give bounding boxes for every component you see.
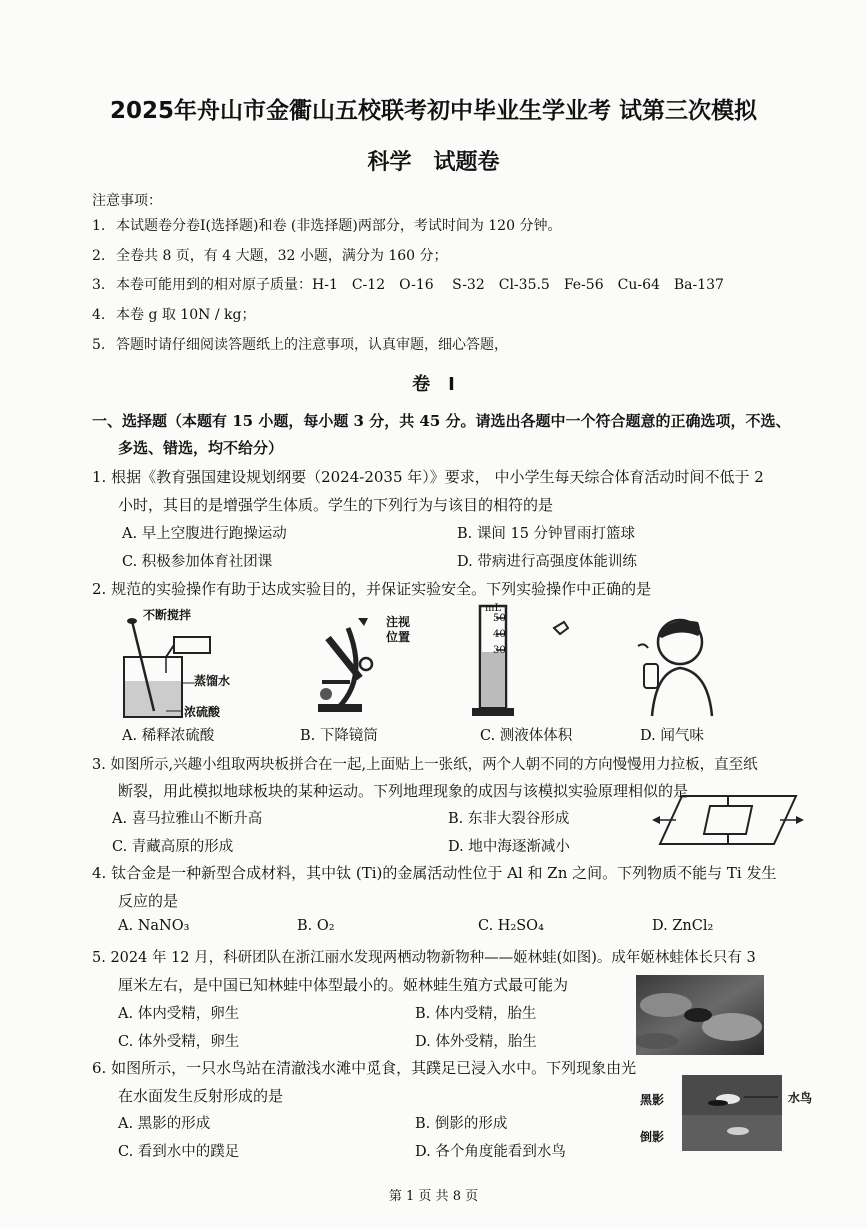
q3-option-d: D. 地中海逐渐减小: [448, 839, 570, 855]
notes-heading: 注意事项：: [92, 193, 162, 209]
q1-option-d: D. 带病进行高强度体能训练: [457, 554, 637, 570]
fig-c-unit: mL: [485, 603, 502, 614]
q5-option-c: C. 体外受精，卵生: [118, 1034, 240, 1050]
q2-option-a: A. 稀释浓硫酸: [122, 728, 215, 744]
note-item: 4. 本卷 g 取 10N / kg；: [92, 307, 256, 323]
q1-option-b: B. 课间 15 分钟冒雨打篮球: [457, 526, 636, 542]
fig-label-bird: 水鸟: [788, 1091, 813, 1105]
q6-option-d: D. 各个角度能看到水鸟: [415, 1144, 566, 1160]
section-instructions: 一、选择题（本题有 15 小题，每小题 3 分，共 45 分。请选出各题中一个符合题意的正确选项，不选、: [92, 412, 791, 430]
q6-option-c: C. 看到水中的蹼足: [118, 1144, 240, 1160]
exam-title: 2025年舟山市金衢山五校联考初中毕业生学业考 试第三次模拟: [109, 98, 758, 124]
fig-label-shadow: 黑影: [640, 1093, 665, 1107]
q6-option-b: B. 倒影的形成: [415, 1116, 508, 1132]
question-6-cont: 在水面发生反射形成的是: [118, 1087, 284, 1105]
question-5: 5. 2024 年 12 月，科研团队在浙江丽水发现两栖动物新物种——姬林蛙(如图)。成年姬林蛙体长只有 3: [92, 950, 756, 966]
q3-option-a: A. 喜马拉雅山不断升高: [112, 811, 263, 827]
figure-plate-model: [652, 792, 804, 848]
q2-option-b: B. 下降镜筒: [300, 728, 378, 744]
q4-option-a: A. NaNO₃: [118, 918, 190, 934]
question-1-cont: 小时，其目的是增强学生体质。学生的下列行为与该目的相符的是: [118, 496, 554, 514]
exam-subtitle: 科学 试题卷: [367, 150, 500, 175]
note-item: 5. 答题时请仔细阅读答题纸上的注意事项，认真审题，细心答题，: [92, 337, 508, 353]
page-footer: 第 1 页 共 8 页: [388, 1189, 479, 1204]
question-4-cont: 反应的是: [118, 892, 179, 910]
q4-option-d: D. ZnCl₂: [652, 918, 714, 934]
fig-c-tick: 40: [493, 629, 506, 640]
figure-microscope: [308, 608, 388, 720]
q3-option-c: C. 青藏高原的形成: [112, 839, 234, 855]
q5-option-b: B. 体内受精，胎生: [415, 1006, 537, 1022]
figure-frog-photo: [636, 975, 764, 1055]
q1-option-c: C. 积极参加体育社团课: [122, 554, 273, 570]
note-item: 2. 全卷共 8 页，有 4 大题，32 小题，满分为 160 分；: [92, 248, 448, 264]
fig-a-label-acid: 浓硫酸: [184, 705, 221, 719]
question-3-cont: 断裂，用此模拟地球板块的某种运动。下列地理现象的成因与该模拟实验原理相似的是: [118, 782, 689, 800]
note-item: 3. 本卷可能用到的相对原子质量：H-1 C-12 O-16 S-32 Cl-35.5 Fe-56 Cu-64 Ba-137: [92, 277, 724, 293]
q4-option-b: B. O₂: [297, 918, 335, 934]
question-4: 4. 钛合金是一种新型合成材料，其中钛 (Ti)的金属活动性位于 Al 和 Zn 之间。下列物质不能与 Ti 发生: [92, 864, 777, 882]
fig-b-label-position: 位置: [386, 630, 411, 644]
fig-b-label-gaze: 注视: [386, 615, 411, 629]
question-5-cont: 厘米左右，是中国已知林蛙中体型最小的。姬林蛙生殖方式最可能为: [118, 976, 569, 994]
fig-a-label-stir: 不断搅拌: [143, 608, 192, 622]
fig-c-tick: 30: [493, 645, 506, 656]
q2-option-d: D. 闻气味: [640, 728, 704, 744]
section-instructions-cont: 多选、错选，均不给分）: [118, 439, 284, 457]
figure-graduated-cylinder: [472, 602, 582, 720]
fig-a-label-water: 蒸馏水: [194, 674, 231, 688]
q4-option-c: C. H₂SO₄: [478, 918, 544, 934]
figure-smelling: [628, 606, 718, 720]
q2-option-c: C. 测液体体积: [480, 728, 573, 744]
q5-option-d: D. 体外受精，胎生: [415, 1034, 537, 1050]
fig-c-tick: 50: [493, 613, 506, 624]
question-6: 6. 如图所示，一只水鸟站在清澈浅水滩中觅食，其蹼足已浸入水中。下列现象由光: [92, 1059, 637, 1077]
question-2: 2. 规范的实验操作有助于达成实验目的，并保证实验安全。下列实验操作中正确的是: [92, 580, 652, 598]
q3-option-b: B. 东非大裂谷形成: [448, 811, 570, 827]
question-1: 1. 根据《教育强国建设规划纲要（2024-2035 年）》要求， 中小学生每天综合体育活动时间不低于 2: [92, 468, 764, 486]
note-item: 1. 本试题卷分卷Ⅰ(选择题)和卷 (非选择题)两部分，考试时间为 120 分钟。: [92, 218, 562, 234]
figure-waterbird-photo: [682, 1075, 782, 1151]
fig-label-reflection: 倒影: [640, 1130, 665, 1144]
question-3: 3. 如图所示,兴趣小组取两块板拼合在一起,上面贴上一张纸，两个人朝不同的方向慢慢用力拉板，直至纸: [92, 757, 758, 773]
q5-option-a: A. 体内受精，卵生: [118, 1006, 240, 1022]
q6-option-a: A. 黑影的形成: [118, 1116, 211, 1132]
section-label: 卷 Ⅰ: [412, 374, 455, 395]
q1-option-a: A. 早上空腹进行跑操运动: [122, 526, 287, 542]
